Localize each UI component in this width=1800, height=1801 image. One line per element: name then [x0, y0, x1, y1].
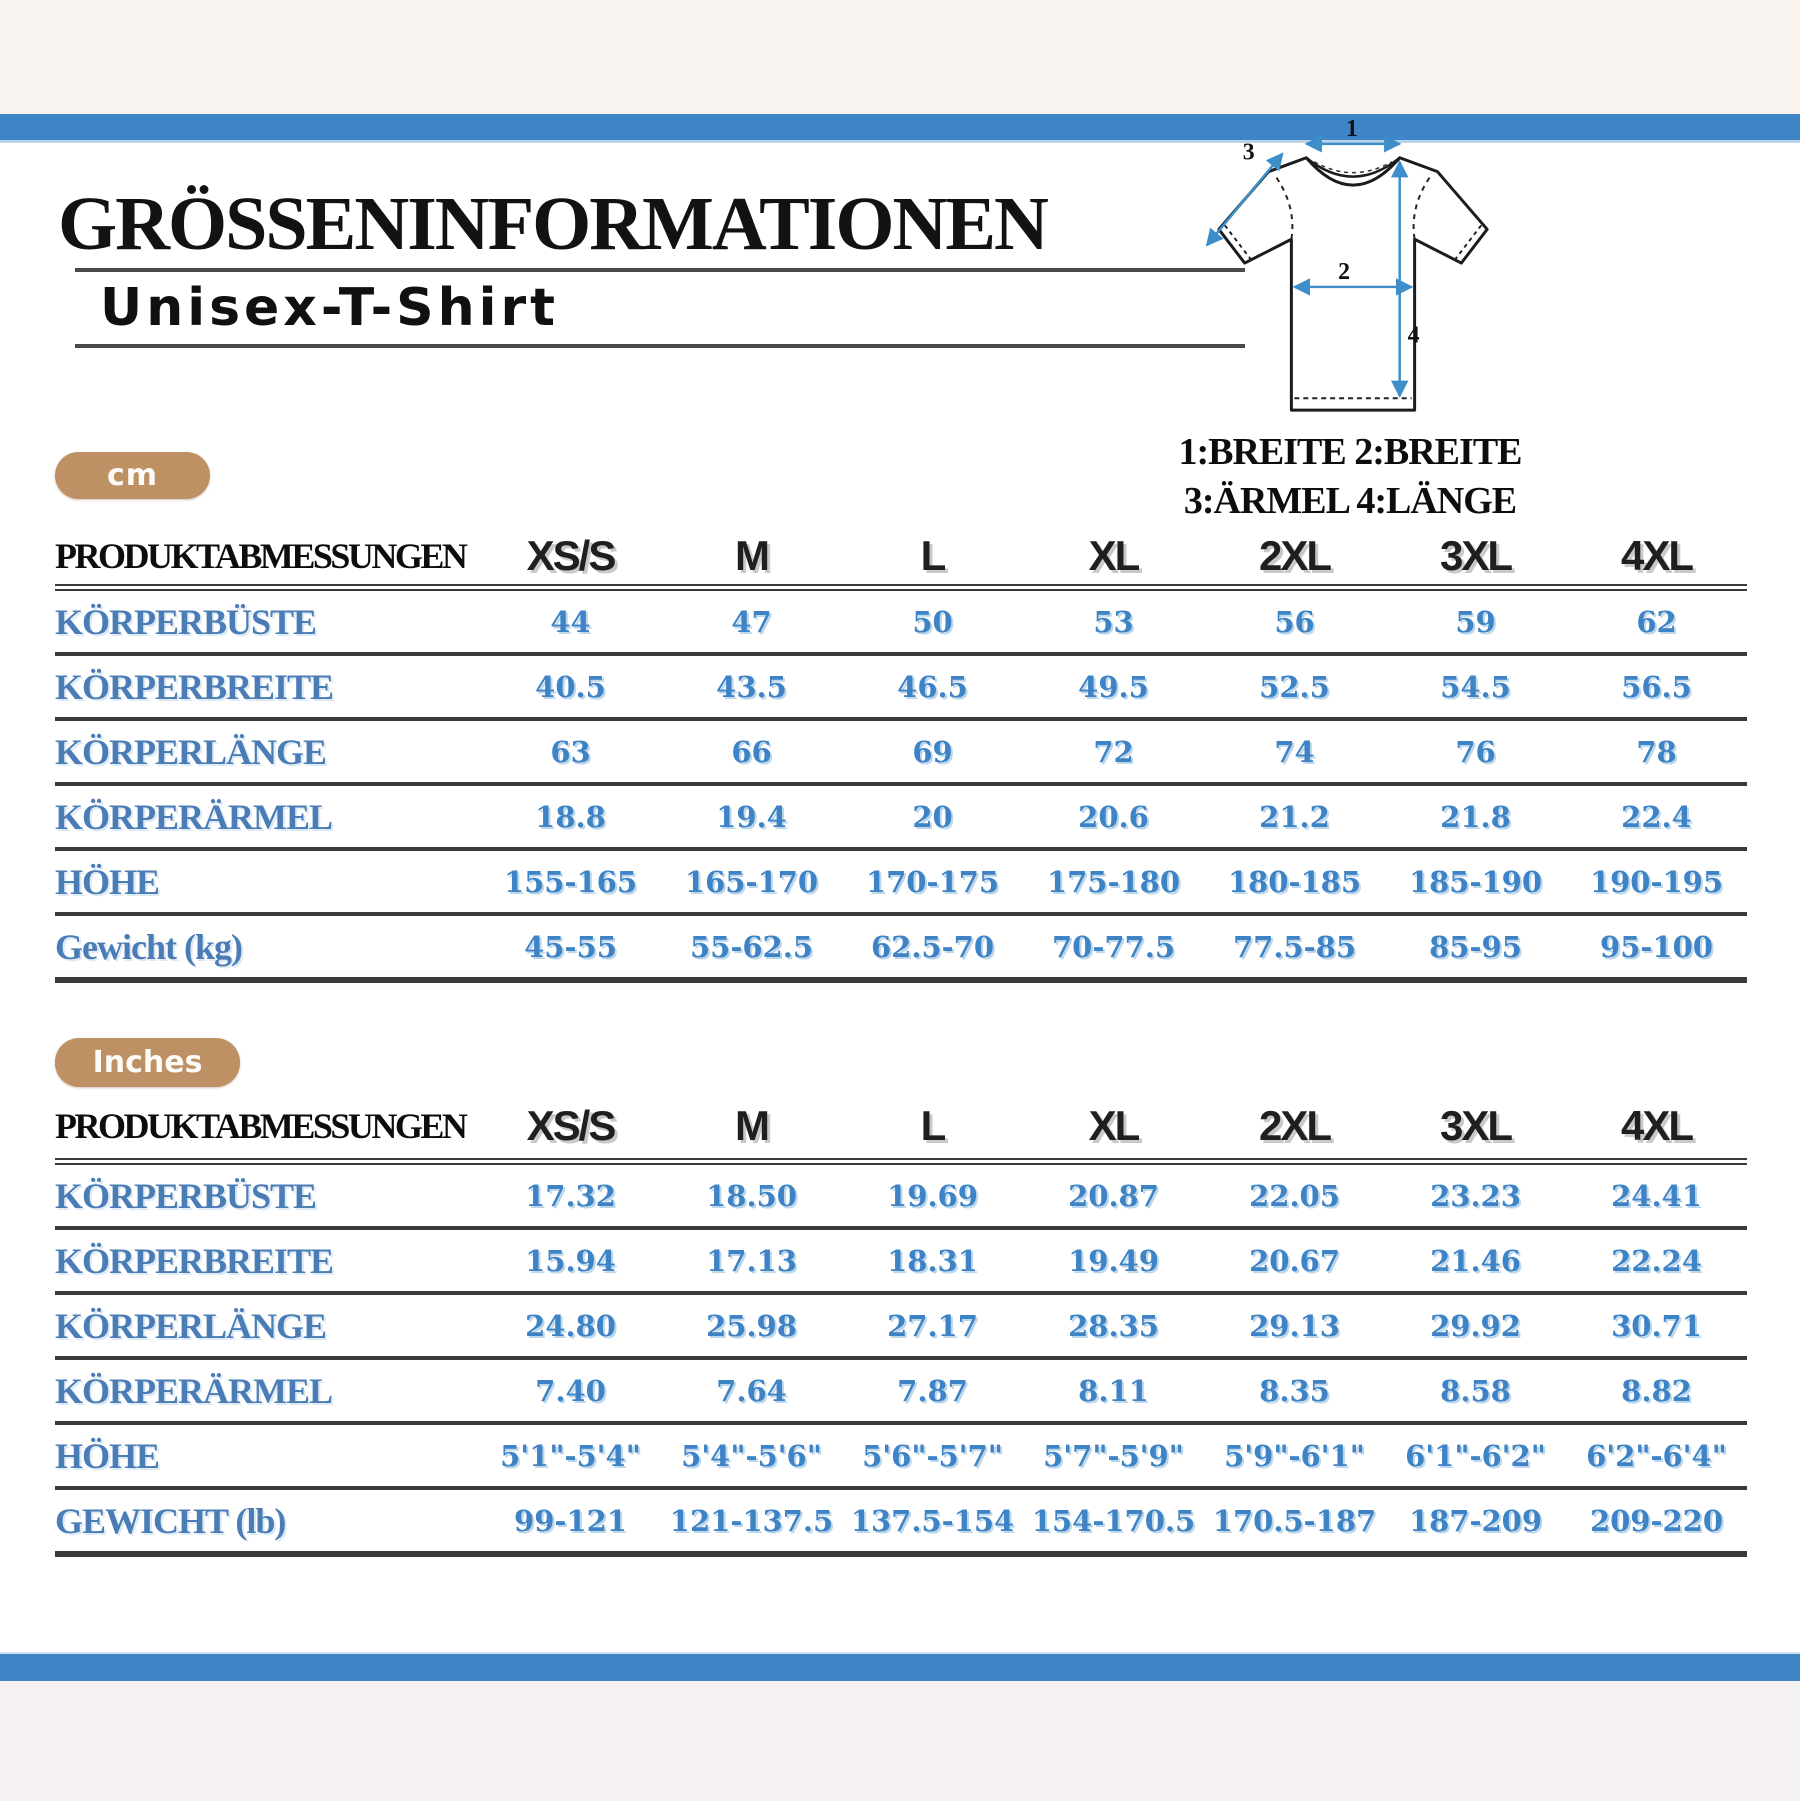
cell-value: 69: [842, 719, 1023, 784]
divider-under-title: [75, 268, 1245, 272]
cell-value: 27.17: [842, 1293, 1023, 1358]
cell-value: 20.87: [1023, 1162, 1204, 1229]
page-title: GRÖSSENINFORMATIONEN: [58, 181, 1047, 266]
page-subtitle: Unisex-T-Shirt: [100, 278, 559, 338]
row-label: HÖHE: [55, 849, 480, 914]
column-header-size-XL: XL: [1023, 528, 1204, 588]
cell-value: 8.82: [1566, 1358, 1747, 1423]
row-label: KÖRPERBÜSTE: [55, 588, 480, 655]
cell-value: 155-165: [480, 849, 661, 914]
cell-value: 54.5: [1385, 654, 1566, 719]
cell-value: 62.5-70: [842, 914, 1023, 980]
table-header-row: [55, 1094, 1747, 1162]
column-header-size-3XL: 3XL: [1385, 1094, 1566, 1162]
cell-value: 66: [661, 719, 842, 784]
cell-value: 209-220: [1566, 1488, 1747, 1554]
cell-value: 28.35: [1023, 1293, 1204, 1358]
row-label: KÖRPERBREITE: [55, 1228, 480, 1293]
column-header-size-XS/S: XS/S: [480, 528, 661, 588]
cell-value: 22.05: [1204, 1162, 1385, 1229]
cell-value: 18.50: [661, 1162, 842, 1229]
size-table-inches: [55, 1094, 1747, 1557]
cell-value: 21.8: [1385, 784, 1566, 849]
cell-value: 59: [1385, 588, 1566, 655]
cell-value: 49.5: [1023, 654, 1204, 719]
cell-value: 24.41: [1566, 1162, 1747, 1229]
column-header-size-4XL: 4XL: [1566, 528, 1747, 588]
diagram-marker-4: 4: [1407, 322, 1420, 349]
table-row: [55, 719, 1747, 784]
cell-value: 46.5: [842, 654, 1023, 719]
cell-value: 7.64: [661, 1358, 842, 1423]
cell-value: 56.5: [1566, 654, 1747, 719]
cell-value: 19.4: [661, 784, 842, 849]
bottom-cream-band: [0, 1681, 1800, 1801]
cell-value: 30.71: [1566, 1293, 1747, 1358]
cell-value: 20: [842, 784, 1023, 849]
column-header-size-L: L: [842, 1094, 1023, 1162]
cell-value: 99-121: [480, 1488, 661, 1554]
table-row: [55, 1423, 1747, 1488]
cell-value: 78: [1566, 719, 1747, 784]
column-header-product-dimensions: PRODUKTABMESSUNGEN: [55, 1094, 480, 1162]
column-header-size-L: L: [842, 528, 1023, 588]
cell-value: 56: [1204, 588, 1385, 655]
cell-value: 175-180: [1023, 849, 1204, 914]
row-label: KÖRPERLÄNGE: [55, 1293, 480, 1358]
row-label: HÖHE: [55, 1423, 480, 1488]
cell-value: 53: [1023, 588, 1204, 655]
column-header-size-XL: XL: [1023, 1094, 1204, 1162]
cell-value: 17.32: [480, 1162, 661, 1229]
cell-value: 50: [842, 588, 1023, 655]
column-header-size-XS/S: XS/S: [480, 1094, 661, 1162]
cell-value: 22.24: [1566, 1228, 1747, 1293]
cell-value: 21.2: [1204, 784, 1385, 849]
cell-value: 18.31: [842, 1228, 1023, 1293]
cell-value: 19.69: [842, 1162, 1023, 1229]
column-header-size-4XL: 4XL: [1566, 1094, 1747, 1162]
cell-value: 43.5: [661, 654, 842, 719]
cell-value: 40.5: [480, 654, 661, 719]
cell-value: 185-190: [1385, 849, 1566, 914]
column-header-product-dimensions: PRODUKTABMESSUNGEN: [55, 528, 480, 588]
cell-value: 62: [1566, 588, 1747, 655]
cell-value: 20.67: [1204, 1228, 1385, 1293]
top-cream-band: [0, 0, 1800, 114]
cell-value: 25.98: [661, 1293, 842, 1358]
cell-value: 55-62.5: [661, 914, 842, 980]
cell-value: 52.5: [1204, 654, 1385, 719]
cell-value: 29.13: [1204, 1293, 1385, 1358]
cell-value: 22.4: [1566, 784, 1747, 849]
cell-value: 7.40: [480, 1358, 661, 1423]
size-table-cm: [55, 528, 1747, 983]
diagram-marker-3: 3: [1242, 139, 1255, 166]
row-label: KÖRPERBÜSTE: [55, 1162, 480, 1229]
table-header-row: [55, 528, 1747, 588]
cell-value: 8.11: [1023, 1358, 1204, 1423]
cell-value: 154-170.5: [1023, 1488, 1204, 1554]
cell-value: 95-100: [1566, 914, 1747, 980]
cell-value: 72: [1023, 719, 1204, 784]
cell-value: 8.58: [1385, 1358, 1566, 1423]
cell-value: 45-55: [480, 914, 661, 980]
cell-value: 19.49: [1023, 1228, 1204, 1293]
cell-value: 23.23: [1385, 1162, 1566, 1229]
table-row: [55, 1358, 1747, 1423]
cell-value: 5'9"-6'1": [1204, 1423, 1385, 1488]
cell-value: 170-175: [842, 849, 1023, 914]
cell-value: 187-209: [1385, 1488, 1566, 1554]
row-label: KÖRPERÄRMEL: [55, 1358, 480, 1423]
cell-value: 5'6"-5'7": [842, 1423, 1023, 1488]
table-row: [55, 654, 1747, 719]
cell-value: 8.35: [1204, 1358, 1385, 1423]
column-header-size-3XL: 3XL: [1385, 528, 1566, 588]
diagram-legend-line-1: 1:BREITE 2:BREITE: [1178, 431, 1522, 473]
table-row: [55, 849, 1747, 914]
cell-value: 47: [661, 588, 842, 655]
cell-value: 15.94: [480, 1228, 661, 1293]
cell-value: 85-95: [1385, 914, 1566, 980]
cell-value: 20.6: [1023, 784, 1204, 849]
cell-value: 76: [1385, 719, 1566, 784]
column-header-size-M: M: [661, 1094, 842, 1162]
cell-value: 137.5-154: [842, 1488, 1023, 1554]
cell-value: 6'2"-6'4": [1566, 1423, 1747, 1488]
cell-value: 70-77.5: [1023, 914, 1204, 980]
column-header-size-2XL: 2XL: [1204, 1094, 1385, 1162]
cell-value: 17.13: [661, 1228, 842, 1293]
cell-value: 180-185: [1204, 849, 1385, 914]
diagram-legend: [1130, 428, 1570, 526]
diagram-legend-line-2: 3:ÄRMEL 4:LÄNGE: [1183, 480, 1517, 522]
row-label: KÖRPERLÄNGE: [55, 719, 480, 784]
row-label: GEWICHT (lb): [55, 1488, 480, 1554]
bottom-accent-bar: [0, 1652, 1800, 1681]
diagram-marker-2: 2: [1338, 258, 1351, 285]
cell-value: 5'4"-5'6": [661, 1423, 842, 1488]
cell-value: 63: [480, 719, 661, 784]
diagram-marker-1: 1: [1346, 115, 1358, 142]
cell-value: 190-195: [1566, 849, 1747, 914]
table-row: [55, 1293, 1747, 1358]
table-row: [55, 1228, 1747, 1293]
cell-value: 6'1"-6'2": [1385, 1423, 1566, 1488]
cell-value: 77.5-85: [1204, 914, 1385, 980]
cell-value: 121-137.5: [661, 1488, 842, 1554]
cell-value: 74: [1204, 719, 1385, 784]
size-table-cm-table: [55, 528, 1747, 983]
cell-value: 29.92: [1385, 1293, 1566, 1358]
cell-value: 21.46: [1385, 1228, 1566, 1293]
row-label: KÖRPERBREITE: [55, 654, 480, 719]
cell-value: 5'7"-5'9": [1023, 1423, 1204, 1488]
cell-value: 18.8: [480, 784, 661, 849]
table-row: [55, 784, 1747, 849]
column-header-size-M: M: [661, 528, 842, 588]
cell-value: 170.5-187: [1204, 1488, 1385, 1554]
cell-value: 5'1"-5'4": [480, 1423, 661, 1488]
unit-badge-cm: cm: [55, 452, 210, 499]
tshirt-body-outline: [1219, 158, 1487, 410]
cell-value: 7.87: [842, 1358, 1023, 1423]
size-table-inches-table: [55, 1094, 1747, 1557]
column-header-size-2XL: 2XL: [1204, 528, 1385, 588]
row-label: Gewicht (kg): [55, 914, 480, 980]
divider-under-subtitle: [75, 344, 1245, 348]
table-row: [55, 1488, 1747, 1554]
row-label: KÖRPERÄRMEL: [55, 784, 480, 849]
unit-badge-inches: Inches: [55, 1038, 240, 1087]
table-row: [55, 1162, 1747, 1229]
cell-value: 24.80: [480, 1293, 661, 1358]
top-accent-bar: [0, 114, 1800, 143]
table-row: [55, 914, 1747, 980]
tshirt-measurement-diagram: [1178, 115, 1528, 436]
table-row: [55, 588, 1747, 655]
cell-value: 165-170: [661, 849, 842, 914]
cell-value: 44: [480, 588, 661, 655]
